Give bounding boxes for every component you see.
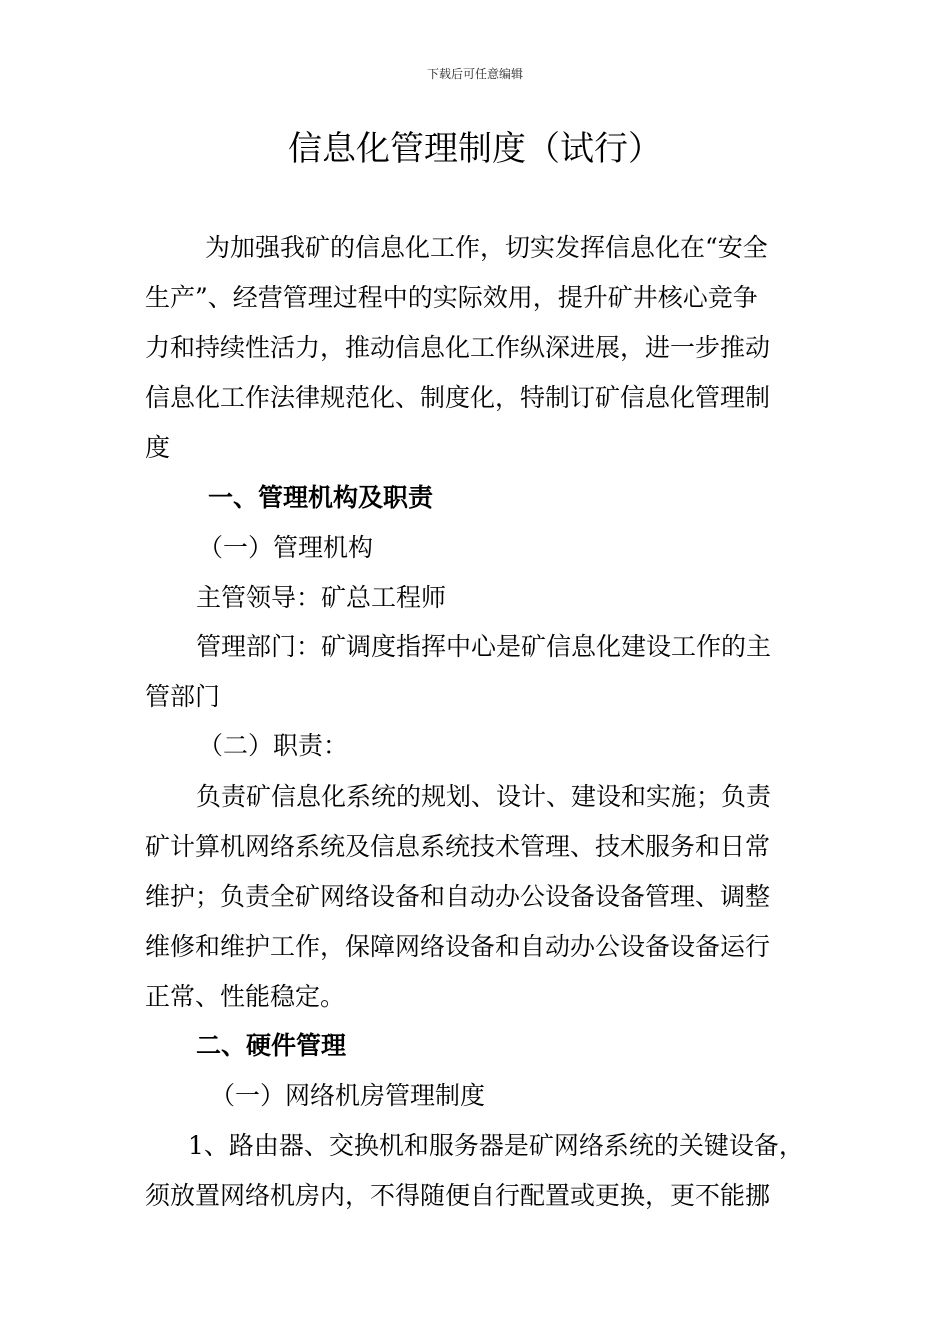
subsection-heading: （一）管理机构 [198, 533, 374, 562]
duty-line: 正常、性能稳定。 [145, 982, 346, 1011]
intro-line: 力和持续性活力，推动信息化工作纵深进展，进一步推动 [145, 333, 771, 362]
department-paragraph [145, 622, 810, 722]
intro-line: 度 [145, 433, 171, 462]
leader-line: 主管领导：矿总工程师 [196, 583, 447, 612]
item-line: 1、路由器、交换机和服务器是矿网络系统的关键设备， [188, 1131, 804, 1160]
intro-paragraph [145, 223, 810, 473]
item-line: 须放置网络机房内，不得随便自行配置或更换，更不能挪 [145, 1181, 771, 1210]
intro-line: 生产”、经营管理过程中的实际效用，提升矿井核心竞争 [145, 283, 758, 312]
subsection-heading: （一）网络机房管理制度 [210, 1081, 486, 1110]
department-line: 管部门 [145, 682, 221, 711]
duty-line: 维修和维护工作，保障网络设备和自动办公设备设备运行 [145, 932, 771, 961]
section-heading-2: 二、硬件管理 [196, 1031, 347, 1060]
duty-line: 负责矿信息化系统的规划、设计、建设和实施；负责 [196, 782, 772, 811]
duty-paragraph [145, 772, 810, 1022]
duty-line: 维护；负责全矿网络设备和自动办公设备设备管理、调整 [145, 882, 771, 911]
department-line: 管理部门：矿调度指挥中心是矿信息化建设工作的主 [196, 632, 772, 661]
item-paragraph [145, 1121, 835, 1221]
intro-line: 信息化工作法律规范化、制度化，特制订矿信息化管理制 [145, 383, 771, 412]
section-heading-1: 一、管理机构及职责 [208, 483, 434, 512]
document-title: 信息化管理制度（试行） [288, 129, 662, 169]
duty-line: 矿计算机网络系统及信息系统技术管理、技术服务和日常 [145, 832, 771, 861]
intro-line: 为加强我矿的信息化工作，切实发挥信息化在“安全 [205, 233, 768, 262]
subsection-heading: （二）职责： [198, 731, 349, 760]
header-note: 下载后可任意编辑 [426, 67, 523, 81]
